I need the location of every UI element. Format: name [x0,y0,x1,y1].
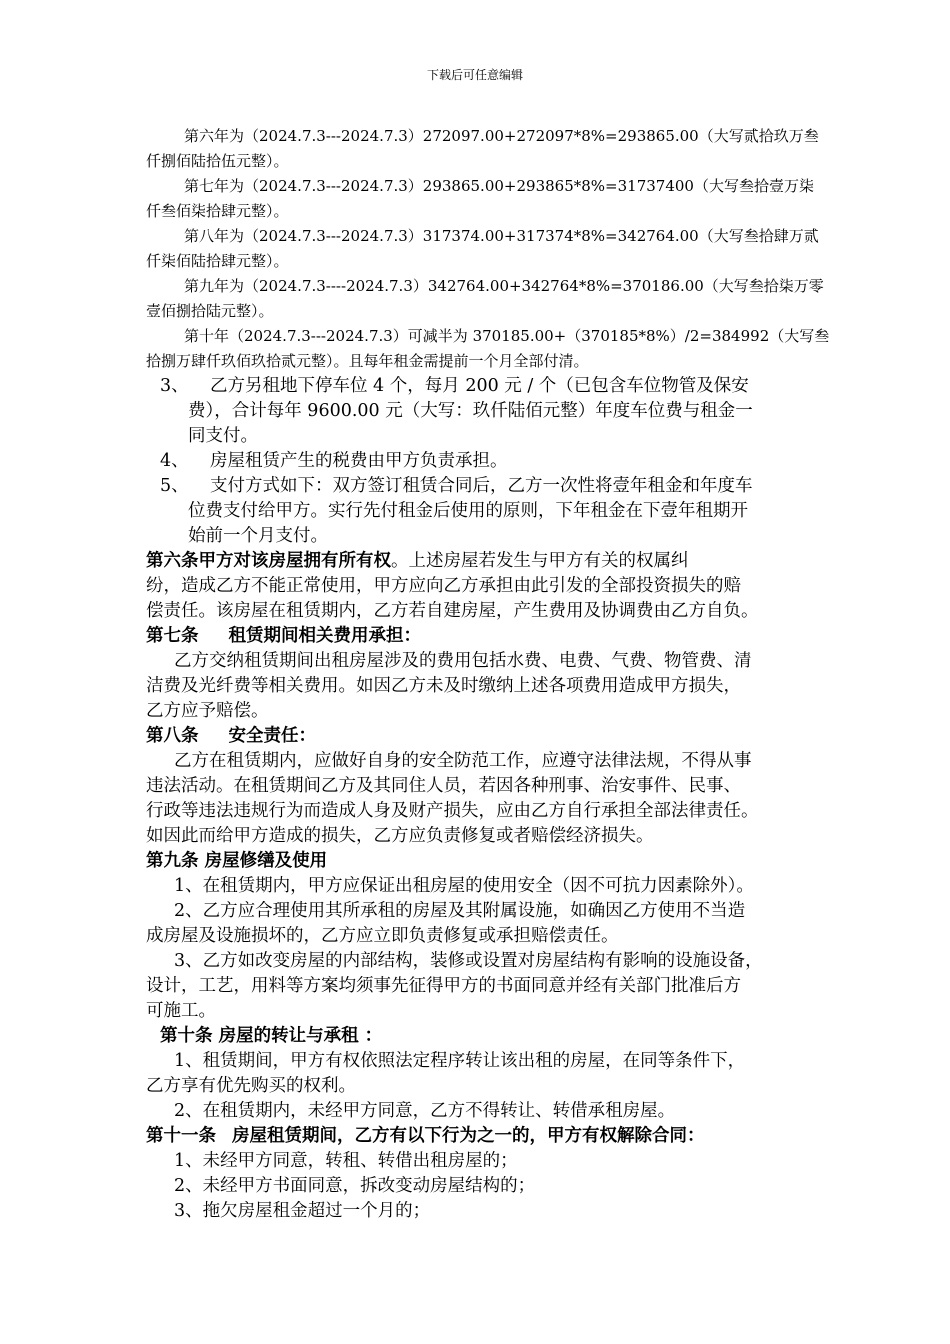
text-line: 始前一个月支付。 [188,526,328,546]
article-title: 第八条 [146,726,199,746]
article-11 [146,1124,810,1224]
item-5 [146,474,810,549]
text-line: 第十年（2024.7.3---2024.7.3）可减半为 370185.00+（370185*8%）/2=384992（大写叁 [184,327,830,345]
text-line: 位费支付给甲方。实行先付租金后使用的原则，下年租金在下壹年租期开 [188,501,748,521]
text-line: 2、乙方应合理使用其所承租的房屋及其附属设施，如确因乙方使用不当造 [174,901,746,921]
text-line: 第九年为（2024.7.3----2024.7.3）342764.00+342764*8%=370186.00（大写叁拾柒万零 [184,277,824,295]
article-heading: 甲方对该房屋拥有所有权 [198,551,391,571]
article-title: 第七条 [146,626,199,646]
text-line: 可施工。 [146,1001,216,1021]
rent-year-8 [146,224,819,274]
text-line: 费），合计每年 9600.00 元（大写：玖仟陆佰元整）年度车位费与租金一 [188,401,753,421]
text-line: 壹佰捌拾陆元整）。 [146,302,274,320]
item-number: 3、 [160,376,189,396]
text-line: 乙方应予赔偿。 [146,701,269,721]
text-line: 1、未经甲方同意，转租、转借出租房屋的； [174,1151,518,1171]
text-line: 违法活动。在租赁期间乙方及其同住人员，若因各种刑事、治安事件、民事、 [146,776,741,796]
article-10 [146,1024,810,1124]
text-line: 1、在租赁期内，甲方应保证出租房屋的使用安全（因不可抗力因素除外）。 [174,876,754,896]
rent-schedule [146,124,830,374]
text-line: 2、未经甲方书面同意，拆改变动房屋结构的； [174,1176,536,1196]
text-line: 乙方交纳租赁期间出租房屋涉及的费用包括水费、电费、气费、物管费、清 [174,651,752,671]
text-line: 第七年为（2024.7.3---2024.7.3）293865.00+293865*8%=31737400（大写叁拾壹万柒 [184,177,814,195]
rent-year-6 [146,124,819,174]
text-line: 。上述房屋若发生与甲方有关的权属纠 [391,551,689,571]
text-line: 仟柒佰陆拾肆元整）。 [146,252,289,270]
article-heading: 第九条 房屋修缮及使用 [146,851,328,871]
text-line: 乙方另租地下停车位 4 个，每月 200 元 / 个（已包含车位物管及保安 [210,376,749,396]
page-header: 下载后可任意编辑 [426,68,523,82]
text-line: 第六年为（2024.7.3---2024.7.3）272097.00+272097*8%=293865.00（大写贰拾玖万叁 [184,127,819,145]
text-line: 3、乙方如改变房屋的内部结构，装修或设置对房屋结构有影响的设施设备， [174,951,763,971]
article-6 [146,549,810,624]
text-line: 仟叁佰柒拾肆元整）。 [146,202,289,220]
text-line: 支付方式如下：双方签订租赁合同后，乙方一次性将壹年租金和年度车 [210,476,753,496]
text-line: 房屋租赁产生的税费由甲方负责承担。 [210,451,508,471]
text-line: 乙方享有优先购买的权利。 [146,1076,356,1096]
article-heading: 安全责任： [228,726,316,746]
item-number: 4、 [160,451,189,471]
text-line: 行政等违法违规行为而造成人身及财产损失，应由乙方自行承担全部法律责任。 [146,801,759,821]
article-8 [146,724,810,849]
text-line: 3、拖欠房屋租金超过一个月的； [174,1201,431,1221]
item-3 [146,374,810,449]
rent-year-7 [146,174,814,224]
rent-year-10 [146,324,830,374]
article-title: 第六条 [146,551,199,571]
text-line: 设计，工艺，用料等方案均须事先征得甲方的书面同意并经有关部门批准后方 [146,976,741,996]
article-9 [146,849,810,1024]
article-7 [146,624,810,724]
text-line: 乙方在租赁期内，应做好自身的安全防范工作，应遵守法律法规，不得从事 [174,751,752,771]
text-line: 同支付。 [188,426,258,446]
article-heading: 租赁期间相关费用承担： [228,626,421,646]
text-line: 拾捌万肆仟玖佰玖拾贰元整）。且每年租金需提前一个月全部付清。 [146,352,589,370]
article-heading: 房屋租赁期间，乙方有以下行为之一的，甲方有权解除合同： [232,1126,705,1146]
text-line: 第八年为（2024.7.3---2024.7.3）317374.00+317374*8%=342764.00（大写叁拾肆万贰 [184,227,819,245]
text-line: 洁费及光纤费等相关费用。如因乙方未及时缴纳上述各项费用造成甲方损失， [146,676,741,696]
text-line: 如因此而给甲方造成的损失，乙方应负责修复或者赔偿经济损失。 [146,826,654,846]
text-line: 2、在租赁期内，未经甲方同意，乙方不得转让、转借承租房屋。 [174,1101,676,1121]
text-line: 偿责任。该房屋在租赁期内，乙方若自建房屋，产生费用及协调费由乙方自负。 [146,601,759,621]
item-4 [146,449,810,474]
item-number: 5、 [160,476,189,496]
rent-year-9 [146,274,824,324]
text-line: 1、租赁期间，甲方有权依照法定程序转让该出租的房屋，在同等条件下， [174,1051,746,1071]
article-title: 第十一条 [146,1126,216,1146]
document-body [146,124,830,1224]
text-line: 仟捌佰陆拾伍元整）。 [146,152,289,170]
article-heading: 第十条 房屋的转让与承租 ： [160,1026,383,1046]
text-line: 纷，造成乙方不能正常使用，甲方应向乙方承担由此引发的全部投资损失的赔 [146,576,741,596]
text-line: 成房屋及设施损坏的，乙方应立即负责修复或承担赔偿责任。 [146,926,619,946]
